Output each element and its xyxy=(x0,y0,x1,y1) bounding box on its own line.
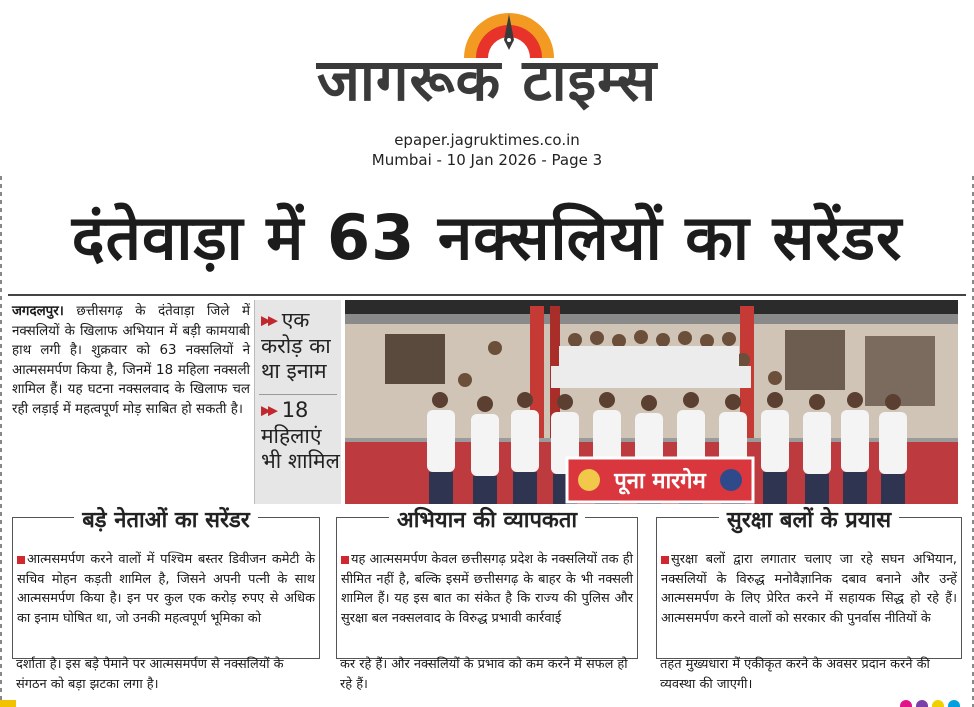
section-title: अभियान की व्यापकता xyxy=(389,508,585,533)
crpf-emblem-icon xyxy=(720,469,742,491)
lead-paragraph xyxy=(12,302,250,420)
section-text: यह आत्मसमर्पण केवल छत्तीसगढ़ प्रदेश के नक्सलियों तक ही सीमित नहीं है, बल्कि इसमें छत्तीसगढ़ के बाहर के भी नक्सली शामिल हैं। यह इस बात का संकेत है कि राज्य की पुलिस और सुरक्षा बल नक्सलवाद के विरुद्ध प्रभावी कार्रवाई xyxy=(341,552,633,626)
lead-text: छत्तीसगढ़ के दंतेवाड़ा जिले में नक्सलियों के खिलाफ अभियान में बड़ी कामयाबी हाथ लगी है। शुक्रवार को 63 नक्सलियों ने आत्मसमर्पण किया है, जिनमें 18 महिला नक्सली शामिल हैं। यह घटना नक्सलवाद के खिलाफ चल रही लड़ाई में महत्वपूर्ण मोड़ साबित हो सकती है। xyxy=(12,304,250,417)
highlight-1-text: एक करोड़ का था इनाम xyxy=(261,308,331,383)
section-3-continuation: तहत मुख्यधारा में एकीकृत करने के अवसर प्रदान करने की व्यवस्था की जाएगी। xyxy=(660,657,930,692)
section-security-efforts xyxy=(656,508,962,659)
print-mark xyxy=(900,700,912,707)
highlights-sidebar xyxy=(254,300,341,504)
section-1-continuation: दर्शाता है। इस बड़े पैमाने पर आत्मसमर्पण से नक्सलियों के संगठन को बड़ा झटका लगा है। xyxy=(16,657,284,692)
double-arrow-icon: ▶▶ xyxy=(261,403,275,419)
section-body xyxy=(661,550,957,628)
banner-text: पूना मारगेम xyxy=(614,469,706,494)
print-mark xyxy=(948,700,960,707)
masthead-title: जागरूक टाइम्स xyxy=(316,46,658,114)
print-mark xyxy=(932,700,944,707)
dateline: जगदलपुर। xyxy=(12,304,64,319)
main-headline: दंतेवाड़ा में 63 नक्सलियों का सरेंडर xyxy=(71,201,903,274)
print-mark xyxy=(916,700,928,707)
section-body xyxy=(17,550,315,628)
bullet-square-icon xyxy=(17,556,25,564)
epaper-url[interactable]: epaper.jagruktimes.co.in xyxy=(394,131,580,149)
section-title: बड़े नेताओं का सरेंडर xyxy=(74,508,257,533)
section-campaign-scope xyxy=(336,508,638,659)
section-title: सुरक्षा बलों के प्रयास xyxy=(719,508,899,533)
sidebar-divider xyxy=(259,394,337,395)
section-text: आत्मसमर्पण करने वालों में पश्चिम बस्तर डिवीजन कमेटी के सचिव मोहन कड़ती शामिल है, जिसने अपनी पत्नी के साथ आत्मसमर्पण किया है। इन पर कुल एक करोड़ रुपए से अधिक का इनाम घोषित था, जो उनकी महत्वपूर्ण भूमिका को xyxy=(17,552,315,626)
highlight-2 xyxy=(261,398,341,474)
section-2-continuation: कर रहे हैं। और नक्सलियों के प्रभाव को कम करने में सफल हो रहे हैं। xyxy=(340,657,628,692)
double-arrow-icon: ▶▶ xyxy=(261,313,275,329)
surrender-photo xyxy=(345,300,958,504)
section-body xyxy=(341,550,633,628)
section-text: सुरक्षा बलों द्वारा लगातार चलाए जा रहे सघन अभियान, नक्सलियों के विरुद्ध मनोवैज्ञानिक दबाव बनाने और उन्हें आत्मसमर्पण के लिए प्रेरित करने में सहायक सिद्ध हो रहे हैं। आत्मसमर्पण करने वालों को सरकार की पुनर्वास नीतियों के xyxy=(661,552,957,626)
bullet-square-icon xyxy=(341,556,349,564)
highlight-1 xyxy=(261,308,341,384)
section-leaders-surrender xyxy=(12,508,320,659)
print-mark xyxy=(0,700,16,707)
edition-date: Mumbai - 10 Jan 2026 - Page 3 xyxy=(371,151,603,169)
highlight-2-text: 18 महिलाएं भी शामिल xyxy=(261,398,340,473)
bullet-square-icon xyxy=(661,556,669,564)
police-emblem-icon xyxy=(578,469,600,491)
headline-divider xyxy=(8,294,966,296)
